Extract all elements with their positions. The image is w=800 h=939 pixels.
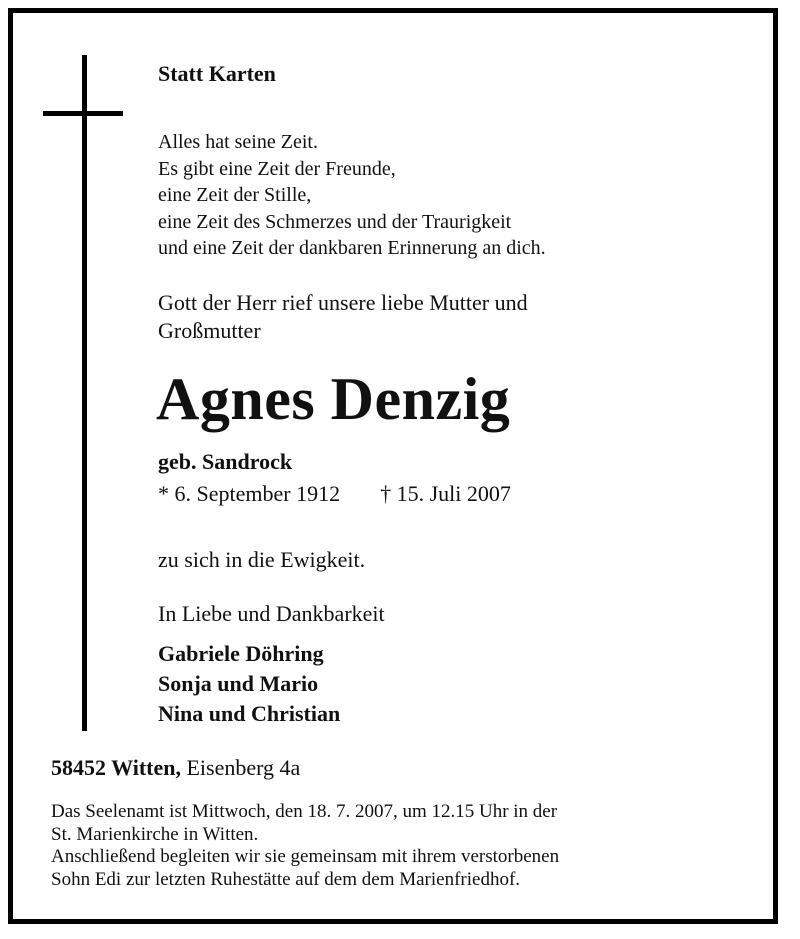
funeral-line: Anschließend begleiten wir sie gemeinsam mit ihrem verstorbenen [51,846,560,867]
poem-line: und eine Zeit der dankbaren Erinnerung an dich. [158,237,546,259]
poem-line: eine Zeit der Stille, [158,184,312,206]
mourner-name: Sonja und Mario [158,671,319,696]
farewell-text: In Liebe und Dankbarkeit [158,601,385,626]
life-dates [158,481,511,507]
intro-text [158,289,528,345]
header-title: Statt Karten [158,61,276,86]
address-street: Eisenberg 4a [186,755,301,780]
cross-icon [82,55,87,731]
cross-icon-bar [43,111,123,116]
poem [158,129,546,262]
funeral-info [51,801,559,891]
poem-line: eine Zeit des Schmerzes und der Traurigkeit [158,210,512,233]
address-city: 58452 Witten, [51,755,181,780]
intro-line: Großmutter [158,318,261,343]
mourner-name: Gabriele Döhring [158,641,324,666]
poem-line: Alles hat seine Zeit. [158,131,318,153]
deceased-name: Agnes Denzig [156,366,511,432]
birth-date: * 6. September 1912 [158,481,341,506]
mourner-name: Nina und Christian [158,701,341,726]
intro-line: Gott der Herr rief unsere liebe Mutter und [158,290,528,315]
address [51,755,300,781]
death-date: † 15. Juli 2007 [380,481,511,506]
mourners-list [158,639,340,729]
funeral-line: Das Seelenamt ist Mittwoch, den 18. 7. 2007, um 12.15 Uhr in der [51,801,558,822]
obituary-notice [8,8,778,924]
funeral-line: Sohn Edi zur letzten Ruhestätte auf dem dem Marienfriedhof. [51,868,521,890]
funeral-line: St. Marienkirche in Witten. [51,823,259,845]
closing-text: zu sich in die Ewigkeit. [158,547,366,572]
poem-line: Es gibt eine Zeit der Freunde, [158,157,396,180]
birth-name: geb. Sandrock [158,449,293,474]
